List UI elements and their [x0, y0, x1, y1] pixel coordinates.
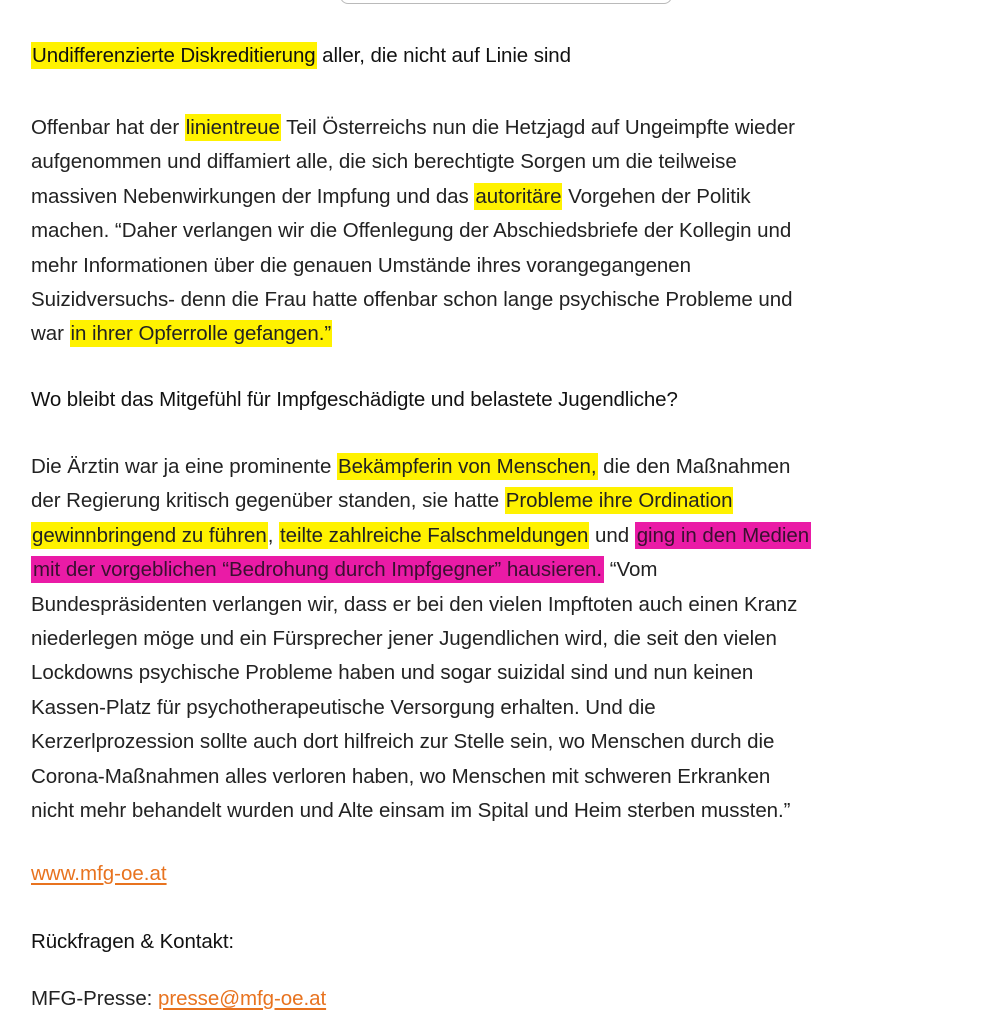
highlight-yellow: gewinnbringend zu führen	[32, 523, 267, 547]
text: Corona-Maßnahmen alles verloren haben, wo Menschen mit schweren Erkranken	[31, 764, 771, 788]
contact-line	[31, 982, 326, 1016]
heading-text: aller, die nicht auf Linie sind	[316, 44, 571, 67]
text: Bundespräsidenten verlangen wir, dass er bei den vielen Impftoten auch einen Kranz	[31, 592, 798, 616]
highlight-yellow: teilte zahlreiche Falschmeldungen	[280, 523, 589, 547]
text: mehr Informationen über die genauen Umstände ihres vorangegangenen	[31, 253, 691, 277]
highlight-magenta: ging in den Medien	[636, 523, 810, 547]
text: niederlegen möge und ein Fürsprecher jener Jugendlichen wird, die seit den vielen	[31, 627, 777, 651]
text: Kassen-Platz für psychotherapeutische Versorgung erhalten. Und die	[31, 695, 656, 719]
text: aufgenommen und diffamiert alle, die sich berechtigte Sorgen um die teilweise	[31, 150, 737, 174]
highlight-yellow: linientreue	[185, 116, 280, 139]
text: massiven Nebenwirkungen der Impfung und das	[31, 184, 475, 208]
text: der Regierung kritisch gegenüber standen, sie hatte	[31, 489, 505, 513]
text: Vorgehen der Politik	[562, 184, 751, 208]
text: Kerzerlprozession sollte auch dort hilfreich zur Stelle sein, wo Menschen durch die	[31, 730, 775, 754]
section-heading-discrediting	[31, 44, 571, 68]
text: die den Maßnahmen	[597, 455, 791, 478]
highlight-yellow: Bekämpferin von Menschen,	[337, 455, 597, 478]
paragraph-2	[31, 450, 811, 828]
text: “Vom	[604, 558, 658, 582]
text: Lockdowns psychische Probleme haben und sogar suizidal sind und nun keinen	[31, 661, 754, 685]
text: nicht mehr behandelt wurden und Alte einsam im Spital und Heim sterben mussten.”	[31, 799, 791, 823]
text: war	[31, 322, 70, 346]
highlight-yellow: Probleme ihre Ordination	[505, 489, 733, 513]
website-link-line	[31, 862, 167, 886]
contact-heading: Rückfragen & Kontakt:	[31, 930, 235, 953]
text: Suizidversuchs- denn die Frau hatte offenbar schon lange psychische Probleme und	[31, 288, 793, 312]
highlight-yellow: autoritäre	[475, 184, 562, 208]
highlight-yellow: Undifferenzierte Diskreditierung	[32, 44, 316, 67]
paragraph-1	[31, 111, 795, 352]
text: Offenbar hat der	[31, 116, 185, 139]
website-link[interactable]: www.mfg-oe.at	[31, 862, 167, 885]
text: ,	[267, 523, 280, 547]
text: Teil Österreichs nun die Hetzjagd auf Ungeimpfte wieder	[280, 116, 795, 139]
contact-label: MFG-Presse:	[31, 987, 158, 1010]
section-heading-compassion: Wo bleibt das Mitgefühl für Impfgeschädigte und belastete Jugendliche?	[31, 388, 678, 411]
highlight-yellow: in ihrer Opferrolle gefangen.”	[70, 322, 332, 346]
press-email-link[interactable]: presse@mfg-oe.at	[157, 987, 327, 1010]
cropped-element-edge	[340, 0, 672, 4]
text: und	[589, 523, 635, 547]
text: Die Ärztin war ja eine prominente	[31, 455, 337, 478]
text: machen. “Daher verlangen wir die Offenlegung der Abschiedsbriefe der Kollegin und	[31, 219, 792, 243]
highlight-magenta: mit der vorgeblichen “Bedrohung durch Impfgegner” hausieren.	[33, 558, 603, 582]
